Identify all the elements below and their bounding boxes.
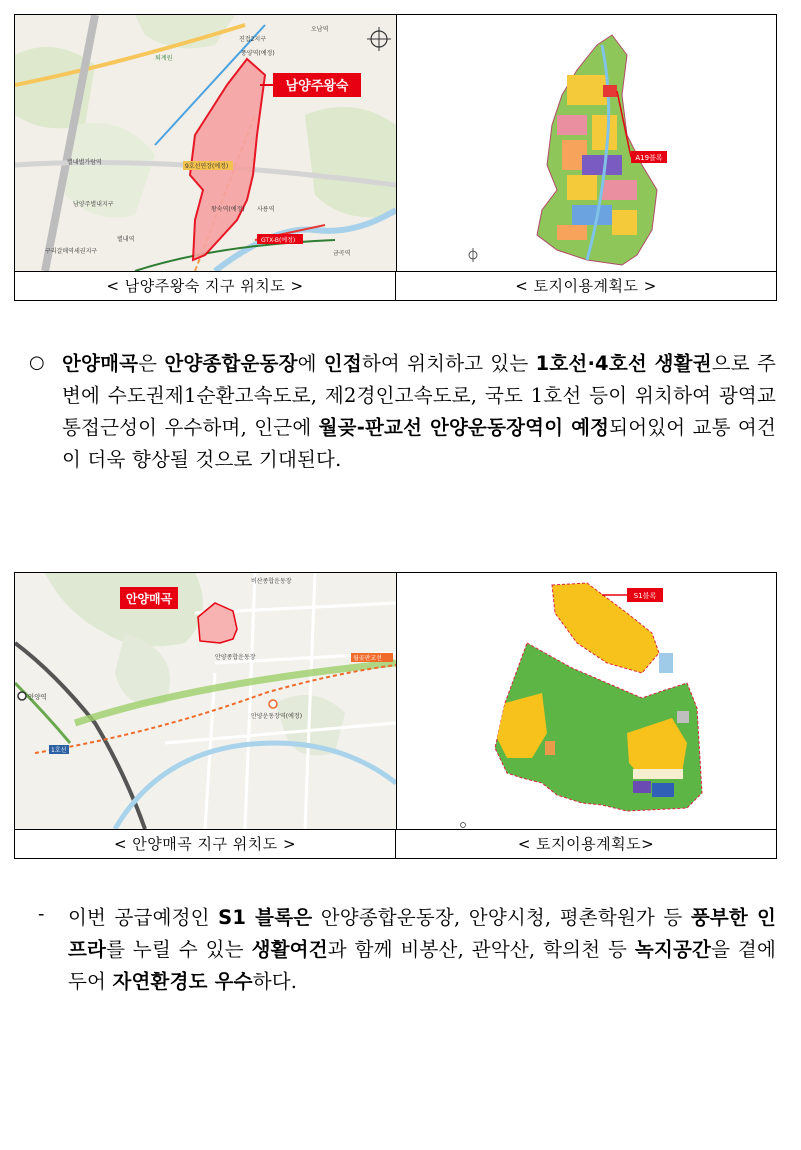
map-label: 비산종합운동장 bbox=[251, 578, 292, 585]
figure1-right-caption: < 토지이용계획도 > bbox=[395, 272, 776, 300]
bullet-circle: ○ bbox=[29, 352, 45, 373]
a19-callout: A19블록 bbox=[634, 154, 663, 162]
figure2-left-caption: < 안양매곡 지구 위치도 > bbox=[113, 835, 297, 853]
text-run: 하다. bbox=[252, 970, 298, 993]
bold-phrase: 풍부한 인프라 bbox=[68, 906, 776, 961]
s1-callout: S1블록 bbox=[633, 592, 656, 600]
figure2-right-caption: < 토지이용계획도> bbox=[395, 830, 776, 858]
map-label: 왕숙역(예정) bbox=[211, 206, 245, 213]
bold-phrase: 안양종합운동장 bbox=[164, 352, 298, 375]
text-run: 되어있어 교통 여건이 더욱 향상될 것으로 기대된다. bbox=[62, 416, 776, 471]
map-label: 풍양역(예정) bbox=[241, 50, 275, 57]
namyangju-callout: 남양주왕숙 bbox=[285, 79, 349, 94]
bullet-dash: - bbox=[38, 903, 45, 925]
anyang-callout: 안양매곡 bbox=[125, 592, 173, 606]
bold-phrase: 인접 bbox=[323, 352, 362, 375]
bold-phrase: 월곶-판교선 안양운동장역이 예정 bbox=[318, 416, 610, 439]
bold-phrase: 자연환경도 우수 bbox=[112, 970, 253, 993]
bold-phrase: 안양매곡 bbox=[62, 352, 139, 375]
map-label: 퇴계원 bbox=[155, 55, 173, 62]
text-run: 에 bbox=[297, 352, 324, 375]
text-run: 를 누릴 수 있는 bbox=[106, 938, 252, 961]
text-run: 은 bbox=[138, 352, 165, 375]
map-label: 진접2지구 bbox=[239, 36, 267, 43]
text-run: 안양종합운동장, 안양시청, 평촌학원가 등 bbox=[312, 906, 691, 929]
figure-table-namyangju bbox=[14, 14, 777, 301]
anyang-location-map bbox=[15, 573, 396, 829]
anyang-land-use-map bbox=[396, 573, 777, 829]
figure1-left-caption: < 남양주왕숙 지구 위치도 > bbox=[106, 277, 304, 295]
bold-phrase: 1호선·4호선 생활권 bbox=[535, 352, 712, 375]
map-label: 별내역 bbox=[117, 236, 135, 243]
figure-table-anyang bbox=[14, 572, 777, 859]
map-label: 사릉역 bbox=[257, 206, 275, 213]
bold-phrase: 생활여건 bbox=[251, 938, 328, 961]
map-label: 안양역 bbox=[28, 693, 47, 701]
map-label: 오남역 bbox=[311, 26, 329, 33]
map-label: 안양운동장역(예정) bbox=[251, 713, 303, 720]
map-label: 안양종합운동장 bbox=[215, 654, 256, 661]
paragraph-s1-block bbox=[68, 902, 776, 998]
map-label: 금곡역 bbox=[333, 250, 351, 257]
map-label: GTX-B(예정) bbox=[261, 237, 296, 244]
text-run: 으로 주변에 수도권제1순환고속도로, 제2경인고속도로, 국도 1호선 등이 위치하여 광역교통접근성이 우수하며, 인근에 bbox=[62, 352, 777, 439]
text-run: 과 함께 비봉산, 관악산, 학의천 등 bbox=[327, 938, 635, 961]
namyangju-land-use-map bbox=[396, 15, 777, 271]
map-label: 월곶판교선 bbox=[353, 655, 382, 662]
paragraph-anyang-location bbox=[62, 348, 776, 476]
bold-phrase: S1 블록은 bbox=[218, 906, 313, 929]
bold-phrase: 녹지공간 bbox=[634, 938, 712, 961]
text-run: 이번 공급예정인 bbox=[68, 906, 219, 929]
map-label: 별내별가람역 bbox=[67, 159, 102, 166]
text-run: 을 곁에 두어 bbox=[68, 938, 777, 993]
map-label: 1호선 bbox=[51, 747, 67, 754]
namyangju-location-map bbox=[15, 15, 396, 271]
map-label: 구리갈매역세권지구 bbox=[45, 248, 98, 255]
map-label: 남양주별내지구 bbox=[73, 201, 114, 208]
text-run: 하여 위치하고 있는 bbox=[361, 352, 536, 375]
map-label: 9호선연장(예정) bbox=[185, 163, 229, 170]
